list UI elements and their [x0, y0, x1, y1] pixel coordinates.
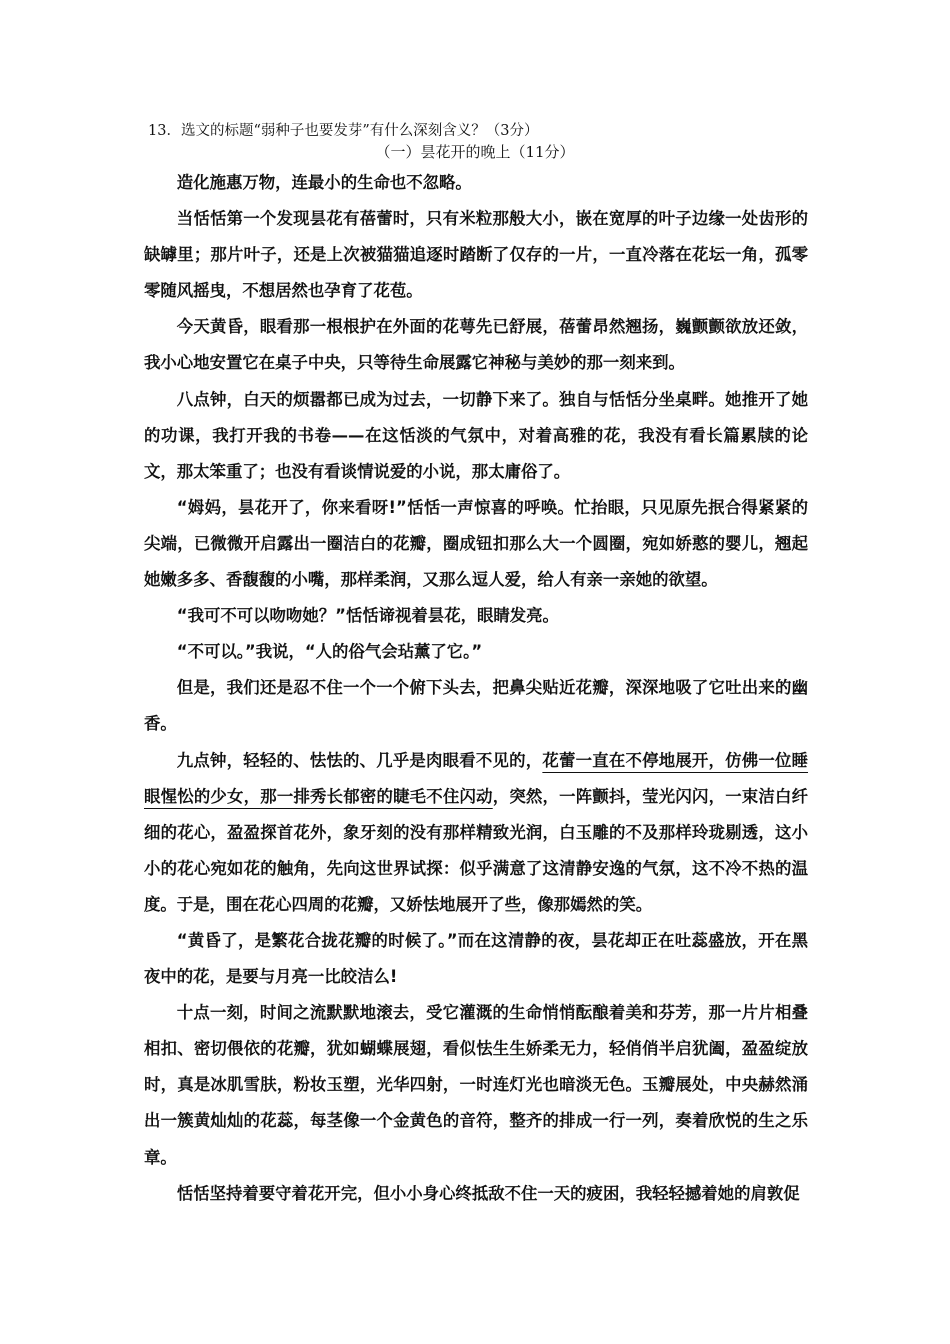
- paragraph: 当恬恬第一个发现昙花有蓓蕾时，只有米粒那般大小，嵌在宽厚的叶子边缘一处齿形的缺罅里；那片叶子，还是上次被猫猫追逐时踏断了仅存的一片，一直冷落在花坛一角，孤零零随风摇曳，不想居然也孕育了花苞。: [144, 209, 808, 301]
- paragraph: 今天黄昏，眼看那一根根护在外面的花萼先已舒展，蓓蕾昂然翘扬，巍颤颤欲放还敛，我小心地安置它在桌子中央，只等待生命展露它神秘与美妙的那一刻来到。: [144, 317, 808, 373]
- underlined-sentence: 花蕾一直在不停地展开，仿佛一位睡眼惺忪的少女，那一排秀长郁密的睫毛不住闪动: [144, 750, 809, 806]
- paragraph: “不可以。”我说，“人的俗气会玷薰了它。”: [176, 642, 483, 662]
- paragraph: “黄昏了，是繁花合拢花瓣的时候了。”而在这清静的夜，昙花却正在吐蕊盛放，开在黑夜中的花，是要与月亮一比皎洁么!: [144, 930, 808, 987]
- paragraph: 八点钟，白天的烦嚣都已成为过去，一切静下来了。独自与恬恬分坐桌畔。她推开了她的功课，我打开我的书卷——在这恬淡的气氛中，对着高雅的花，我没有看长篇累牍的论文，那太笨重了；也没有看谈情说爱的小说，那太庸俗了。: [144, 389, 808, 481]
- paragraph: 恬恬坚持着要守着花开完，但小小身心终抵敌不住一天的疲困，我轻轻撼着她的肩敦促: [176, 1183, 800, 1203]
- question-13: 13．选文的标题“弱种子也要发芽”有什么深刻含义？（3分）: [148, 123, 539, 139]
- paragraph-text: 九点钟，轻轻的、怯怯的、几乎是肉眼看不见的，: [176, 750, 543, 770]
- paragraph-with-underline: [144, 743, 808, 923]
- paragraph-text: ，突然，一阵颤抖，莹光闪闪，一束洁白纤细的花心，盈盈探首花外，象牙刻的没有那样精致光润，白玉雕的不及那样玲珑剔透，这小小的花心宛如花的触角，先向这世界试探：似乎满意了这清静安逸的气氛，这不冷不热的温度。于是，围在花心四周的花瓣，又娇怯地展开了些，像那嫣然的笑。: [144, 786, 809, 914]
- paragraph: 十点一刻，时间之流默默地滚去，受它灌溉的生命悄悄酝酿着美和芬芳，那一片片相叠相扣、密切偎依的花瓣，犹如蝴蝶展翅，看似怯生生娇柔无力，轻俏俏半启犹阖，盈盈绽放时，真是冰肌雪肤，粉妆玉塑，光华四射，一时连灯光也暗淡无色。玉瓣展处，中央赫然涌出一簇黄灿灿的花蕊，每茎像一个金黄色的音符，整齐的排成一行一列，奏着欣悦的生之乐章。: [144, 1003, 808, 1167]
- paragraph: “姆妈，昙花开了，你来看呀!”恬恬一声惊喜的呼唤。忙抬眼，只见原先抿合得紧紧的尖端，已微微开启露出一圈洁白的花瓣，圈成钮扣那么大一个圆圈，宛如娇憨的婴儿，翘起她嫩多多、香馥馥的小嘴，那样柔润，又那么逗人爱，给人有亲一亲她的欲望。: [144, 497, 808, 590]
- section-heading: （一）昙花开的晚上（11分）: [375, 143, 575, 161]
- article-body: [144, 165, 808, 1212]
- paragraph: “我可不可以吻吻她？”恬恬谛视着昙花，眼睛发亮。: [176, 606, 559, 626]
- paragraph: 造化施惠万物，连最小的生命也不忽略。: [176, 173, 472, 192]
- paragraph: 但是，我们还是忍不住一个一个俯下头去，把鼻尖贴近花瓣，深深地吸了它吐出来的幽香。: [144, 678, 808, 734]
